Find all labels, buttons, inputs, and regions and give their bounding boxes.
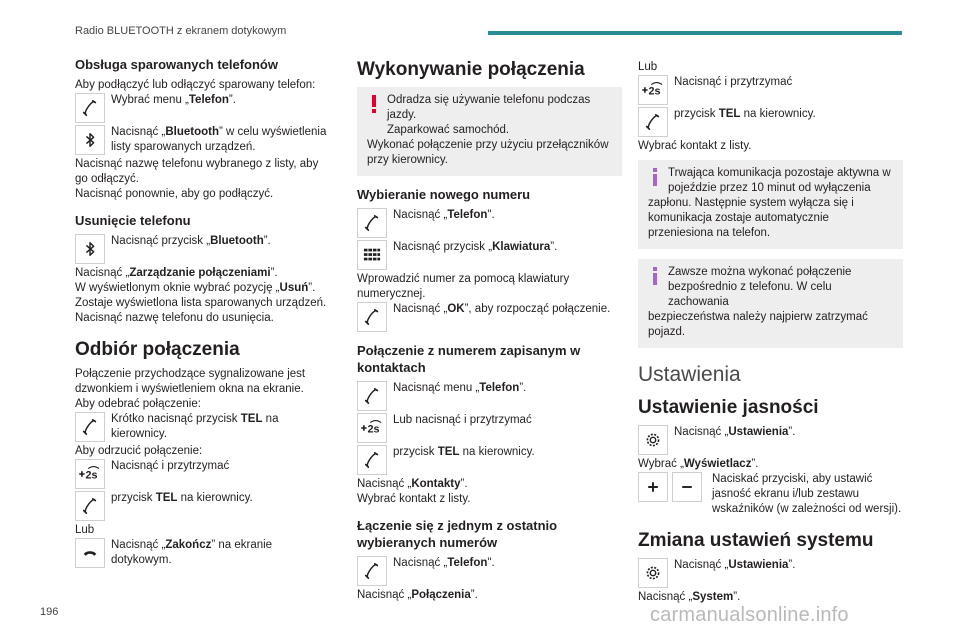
press-hold-2s-icon [357,413,387,443]
brightness-buttons [638,472,706,502]
gear-icon [638,558,668,588]
paragraph: Zostaje wyświetlona lista sparowanych urządzeń. [75,297,327,309]
paragraph: Wybrać kontakt z listy. [357,493,471,505]
step-row [357,445,622,475]
step-row [638,558,903,588]
section-title: Połączenie z numerem zapisanym w kontaktach [357,343,581,375]
step-text: przycisk TEL na kierownicy. [111,492,253,504]
step-text: przycisk TEL na kierownicy. [674,108,816,120]
step-text: Nacisnąć i przytrzymać [674,76,793,88]
step-row [638,75,903,105]
phone-icon [75,93,105,123]
section-title: Łączenie się z jednym z ostatnio wybieranych numerów [357,518,558,550]
warning-callout [357,87,622,176]
paragraph: Połączenie przychodzące sygnalizowane jest dzwonkiem i wyświetleniem okna na ekranie. [75,368,306,395]
column-1 [75,56,330,570]
section-heading: Ustawienie jasności [638,397,819,418]
paragraph: Aby odebrać połączenie: [75,398,201,410]
step-text: Nacisnąć menu „Telefon”. [393,382,527,394]
step-text: Wybrać menu „Telefon”. [111,94,236,106]
section-heading: Odbiór połączenia [75,339,240,360]
step-text: Nacisnąć „Telefon". [393,557,495,569]
step-row [638,425,903,455]
info-icon [652,168,658,191]
bluetooth-icon [75,125,105,155]
paragraph: W wyświetlonym oknie wybrać pozycję „Usuń”. [75,282,316,294]
phone-icon [357,208,387,238]
phone-icon [75,491,105,521]
step-text: Krótko nacisnąć przycisk TEL na kierownicy. [111,413,279,440]
step-row [75,125,330,155]
section-heading: Zmiana ustawień systemu [638,530,874,551]
paragraph: Nacisnąć „Kontakty”. [357,478,468,490]
warning-text: Odradza się używanie telefonu podczas jazdy. [387,94,591,121]
info-text: Zawsze można wykonać połączenie bezpośrednio z telefonu. W celu zachowania [668,266,852,308]
step-row [75,459,330,489]
press-hold-2s-icon [638,75,668,105]
step-row [75,412,330,442]
info-text: zapłonu. Następnie system wyłącza się i komunikacja zostaje automatycznie przeniesiona na telefon. [648,197,854,239]
step-text: Nacisnąć „Bluetooth” w celu wyświetlenia listy sparowanych urządzeń. [111,126,327,153]
step-row [75,538,330,568]
plus-icon [638,472,668,502]
header-title: Radio BLUETOOTH z ekranem dotykowym [75,25,287,37]
step-text: Nacisnąć i przytrzymać [111,460,230,472]
phone-icon [357,381,387,411]
step-row [75,234,330,264]
warning-text: Wykonać połączenie przy użyciu przełączników przy kierownicy. [367,139,609,166]
paragraph: Wprowadzić numer za pomocą klawiatury numerycznej. [357,273,570,300]
paragraph: Nacisnąć nazwę telefonu wybranego z listy, aby go odłączyć. [75,158,319,185]
paragraph: Wybrać „Wyświetlacz”. [638,458,759,470]
step-text: Naciskać przyciski, aby ustawić jasność ekranu i/lub zestawu wskaźników (w zależności od wersji). [712,473,902,515]
section-title: Wybieranie nowego numeru [357,187,531,202]
press-hold-2s-icon [75,459,105,489]
phone-icon [357,445,387,475]
paragraph: Aby odrzucić połączenie: [75,445,203,457]
step-row [75,491,330,521]
step-row [357,240,622,270]
paragraph: Wybrać kontakt z listy. [638,140,752,152]
step-row [357,302,622,332]
step-row [638,107,903,137]
phone-icon [638,107,668,137]
info-callout [638,259,903,348]
warning-icon [371,95,377,118]
phone-icon [75,412,105,442]
paragraph: Lub [638,61,658,73]
paragraph: Nacisnąć ponownie, aby go podłączyć. [75,188,274,200]
step-row [357,413,622,443]
chapter-heading: Ustawienia [638,363,741,386]
bluetooth-icon [75,234,105,264]
paragraph: Nacisnąć „System”. [638,591,741,603]
step-row [75,93,330,123]
step-text: przycisk TEL na kierownicy. [393,446,535,458]
section-heading: Wykonywanie połączenia [357,59,585,80]
phone-icon [357,302,387,332]
paragraph: Nacisnąć „Zarządzanie połączeniami”. [75,267,278,279]
paragraph: Aby podłączyć lub odłączyć sparowany telefon: [75,79,316,91]
step-text: Nacisnąć „Telefon". [393,209,495,221]
step-text: Nacisnąć „Ustawienia”. [674,426,796,438]
step-text: Nacisnąć przycisk „Klawiatura”. [393,241,558,253]
column-3 [638,56,903,605]
column-2 [357,56,622,603]
step-row [357,208,622,238]
section-title: Usunięcie telefonu [75,213,191,228]
hang-up-icon [75,538,105,568]
step-row [357,556,622,586]
info-text: Trwająca komunikacja pozostaje aktywna w pojeździe przez 10 minut od wyłączenia [668,167,891,194]
gear-icon [638,425,668,455]
info-callout [638,160,903,249]
page-number: 196 [40,606,59,618]
phone-icon [357,556,387,586]
header-accent-bar [488,31,902,35]
info-text: bezpieczeństwa należy najpierw zatrzymać pojazd. [648,311,868,338]
step-text: Nacisnąć „Ustawienia”. [674,559,796,571]
paragraph: Lub [75,524,95,536]
step-text: Nacisnąć „OK”, aby rozpocząć połączenie. [393,303,611,315]
step-text: Nacisnąć „Zakończ” na ekranie dotykowym. [111,539,273,566]
step-text: Nacisnąć przycisk „Bluetooth”. [111,235,271,247]
step-row [357,381,622,411]
paragraph: Nacisnąć „Połączenia”. [357,589,478,601]
watermark: carmanualsonline.info [650,604,849,626]
step-row [638,472,903,517]
info-icon [652,267,658,290]
warning-text: Zaparkować samochód. [387,124,510,136]
step-text: Lub nacisnąć i przytrzymać [393,414,532,426]
paragraph: Nacisnąć nazwę telefonu do usunięcia. [75,312,274,324]
keypad-icon [357,240,387,270]
section-title: Obsługa sparowanych telefonów [75,57,278,72]
minus-icon [672,472,702,502]
